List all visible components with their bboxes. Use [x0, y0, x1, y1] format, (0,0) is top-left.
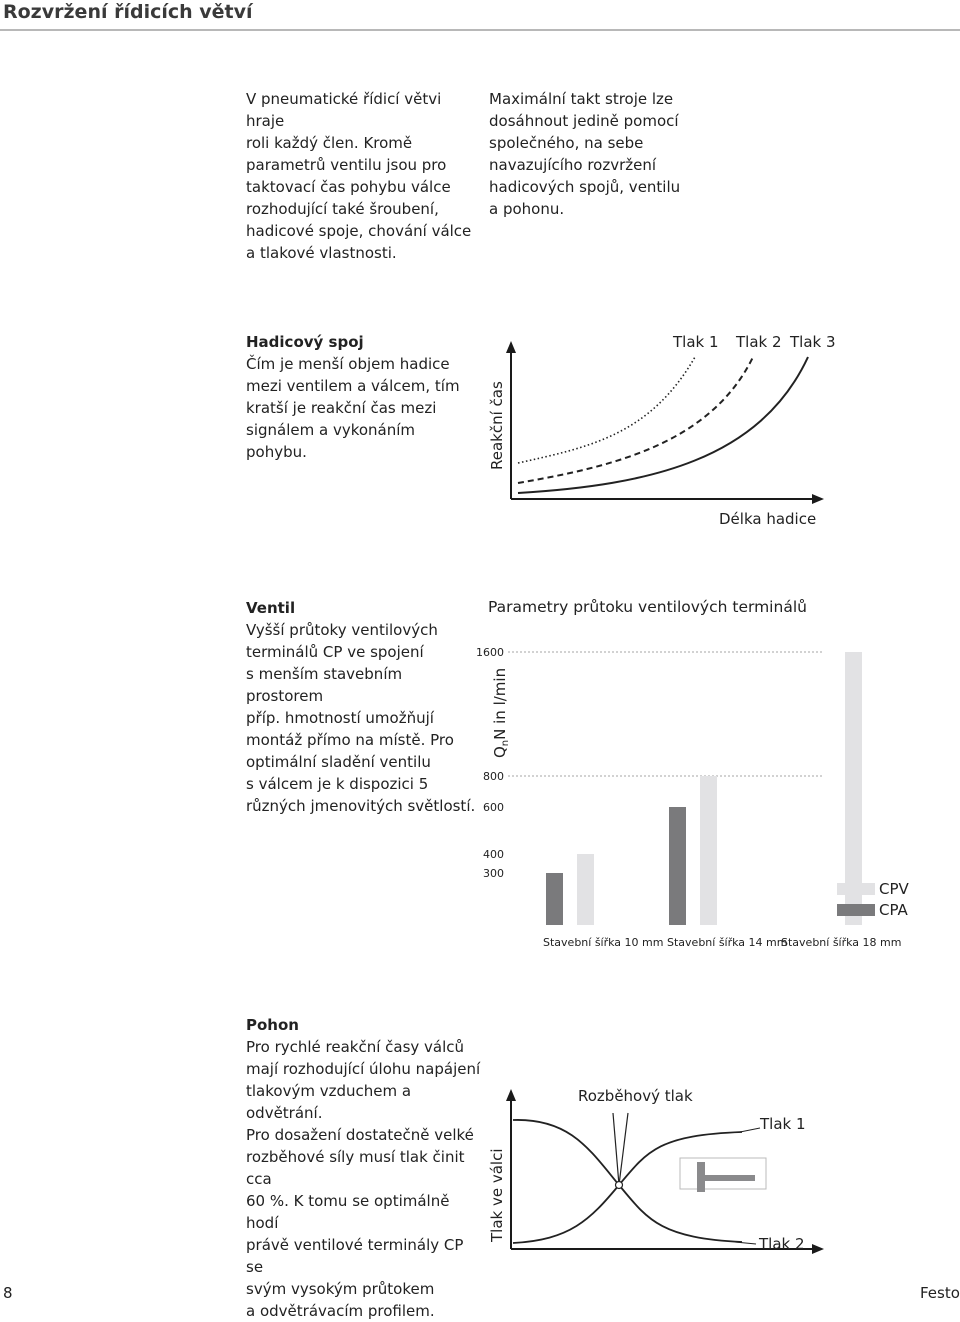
drive-chart-y-axis [506, 1089, 516, 1249]
legend-tlak-1: Tlak 1 [673, 335, 719, 351]
annotation-leader-right [619, 1113, 628, 1185]
valve-body: Vyšší průtoky ventilových terminálů CP ve spojení s menším stavebním prostorem příp. hmotností umožňují montáž přímo na místě. Pro optimální sladění ventilu s válcem je k dispozici 5 různých jmenovitých světlostí. [246, 621, 476, 815]
brand-name: Festo [920, 1284, 960, 1302]
flow-category-label: Stavební šířka 10 mm [543, 936, 664, 949]
tlak1-leader [740, 1128, 760, 1132]
hose-chart-y-axis [506, 341, 516, 499]
hose-chart-ylabel: Reakční čas [488, 381, 506, 470]
tlak1-label: Tlak 1 [760, 1115, 806, 1133]
legend-swatch-cpa [837, 904, 875, 916]
valve-section [246, 597, 481, 817]
intro-left-paragraph [246, 88, 476, 264]
hose-chart-x-axis [511, 494, 824, 504]
legend-tlak-3: Tlak 3 [790, 335, 836, 351]
drive-body: Pro rychlé reakční časy válců mají rozhodující úlohu napájení tlakovým vzduchem a odvětrání. Pro dosažení dostatečně velké rozběhové síly musí tlak činit cca 60 %. K tomu se optimálně hodí právě ventilové terminály CP se svým vysokým průtokem a odvětrávacím profilem. [246, 1038, 481, 1320]
flow-ytick: 1600 [476, 646, 504, 659]
flow-category-label: Stavební šířka 14 mm [667, 936, 788, 949]
flow-chart-title: Parametry průtoku ventilových terminálů [488, 598, 807, 616]
cylinder-icon [680, 1158, 766, 1192]
flow-ytick: 600 [483, 801, 504, 814]
legend-label-cpa: CPA [879, 901, 908, 919]
flow-ytick: 300 [483, 867, 504, 880]
drive-section [246, 1014, 481, 1322]
legend-label-cpv: CPV [879, 880, 909, 898]
flow-chart [470, 630, 940, 960]
bar-cpv-1 [577, 854, 594, 925]
bar-cpa-2 [669, 807, 686, 925]
drive-chart [480, 1080, 840, 1260]
start-pressure-label: Rozběhový tlak [578, 1087, 693, 1105]
intro-right-text: Maximální takt stroje lze dosáhnout jedině pomocí společného, na sebe navazujícího rozvržení hadicových spojů, ventilu a pohonu. [489, 90, 681, 218]
hose-chart [480, 335, 840, 535]
hose-chart-xlabel: Délka hadice [719, 510, 817, 528]
tlak2-label: Tlak 2 [759, 1235, 805, 1253]
bar-cpa-1 [546, 873, 563, 925]
tlak2-leader [735, 1242, 756, 1244]
curve-tlak-1 [518, 357, 695, 463]
hose-heading: Hadicový spoj [246, 333, 364, 351]
flow-chart-ylabel: $Q_nN$ in l/min [491, 667, 511, 758]
legend-swatch-cpv [837, 883, 875, 895]
bar-cpv-2 [700, 776, 717, 925]
legend-tlak-2: Tlak 2 [736, 335, 782, 351]
drive-chart-ylabel: Tlak ve válci [488, 1148, 506, 1242]
start-pressure-point [616, 1182, 623, 1189]
intro-right-paragraph [489, 88, 719, 220]
valve-heading: Ventil [246, 599, 296, 617]
flow-ytick: 800 [483, 770, 504, 783]
annotation-leader-left [613, 1113, 619, 1185]
curve-tlak-3 [518, 357, 808, 493]
intro-left-text: V pneumatické řídicí větvi hraje roli každý člen. Kromě parametrů ventilu jsou pro taktovací čas pohybu válce rozhodující také šroubení, hadicové spoje, chování válce a tlakové vlastnosti. [246, 90, 472, 262]
page-number: 8 [3, 1284, 13, 1302]
flow-ytick: 400 [483, 848, 504, 861]
title-divider [0, 29, 960, 31]
curve-tlak-2 [518, 357, 753, 483]
hose-body: Čím je menší objem hadice mezi ventilem a válcem, tím kratší je reakční čas mezi signálem a vykonáním pohybu. [246, 355, 460, 461]
drive-heading: Pohon [246, 1016, 299, 1034]
flow-category-label: Stavební šířka 18 mm [781, 936, 902, 949]
hose-section [246, 331, 476, 463]
page-title: Rozvržení řídicích větví [3, 1, 253, 23]
